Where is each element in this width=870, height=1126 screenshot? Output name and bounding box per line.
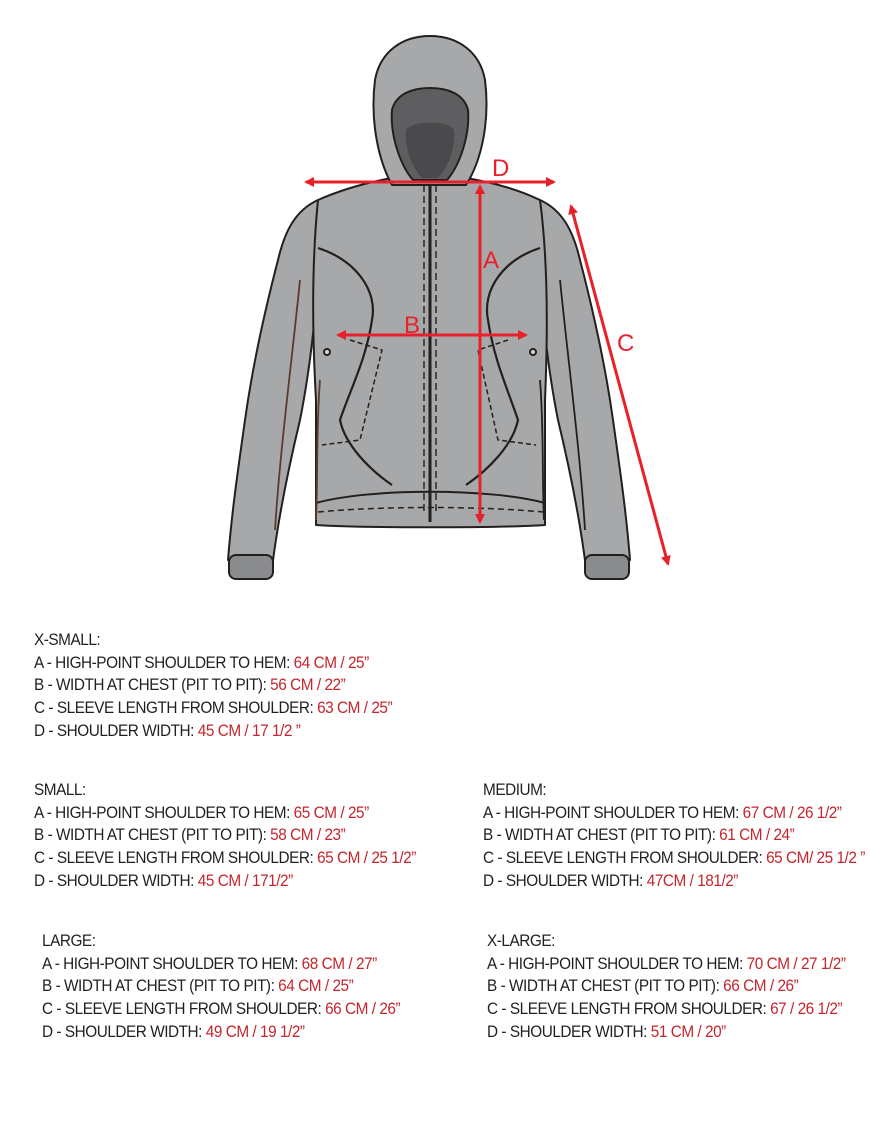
measurement-value: 64 CM / 25”: [278, 977, 354, 996]
measurement-value: 70 CM / 27 1/2”: [746, 954, 846, 973]
measurement-value: 65 CM / 25 1/2”: [317, 849, 416, 868]
measurement-row-c: [487, 998, 845, 1021]
measurement-row-b: [483, 824, 865, 847]
measurement-row-b: [34, 674, 392, 697]
measurement-row-d: [483, 870, 865, 893]
left-sleeve: [228, 200, 318, 568]
measurement-label: A - HIGH-POINT SHOULDER TO HEM:: [483, 803, 743, 822]
size-block-small: [34, 779, 416, 893]
right-cuff: [585, 555, 629, 579]
measurement-row-c: [34, 847, 416, 870]
measurement-value: 49 CM / 19 1/2”: [205, 1022, 305, 1041]
measurement-row-a: [34, 652, 392, 675]
measurement-row-d: [34, 870, 416, 893]
measurement-label: C - SLEEVE LENGTH FROM SHOULDER:: [34, 849, 318, 868]
measurement-label: C - SLEEVE LENGTH FROM SHOULDER:: [34, 699, 318, 718]
measurement-label: B - WIDTH AT CHEST (PIT TO PIT):: [42, 977, 279, 996]
measurement-label: B - WIDTH AT CHEST (PIT TO PIT):: [34, 676, 271, 695]
size-title: SMALL:: [34, 781, 86, 799]
measurement-value: 61 CM / 24”: [719, 826, 795, 845]
left-cuff: [229, 555, 273, 579]
measurement-value: 45 CM / 171/2”: [197, 871, 293, 890]
measurement-row-a: [34, 802, 416, 825]
size-block-xsmall: [34, 629, 392, 743]
measurement-label: D - SHOULDER WIDTH:: [483, 871, 647, 890]
label-a: A: [483, 247, 500, 274]
measurement-value: 47CM / 181/2”: [646, 871, 738, 890]
measurement-label: C - SLEEVE LENGTH FROM SHOULDER:: [483, 849, 767, 868]
measurement-value: 67 CM / 26 1/2”: [742, 803, 842, 822]
measurement-value: 45 CM / 17 1/2 ”: [197, 721, 301, 740]
measurement-label: C - SLEEVE LENGTH FROM SHOULDER:: [487, 1000, 771, 1019]
measurement-value: 65 CM / 25”: [293, 803, 369, 822]
measurement-label: B - WIDTH AT CHEST (PIT TO PIT):: [34, 826, 271, 845]
measurement-row-c: [483, 847, 865, 870]
right-snap: [530, 349, 536, 355]
measurement-row-c: [42, 998, 400, 1021]
label-b: B: [404, 312, 421, 339]
size-block-large: [42, 930, 400, 1044]
size-title: MEDIUM:: [483, 781, 547, 799]
measurement-row-b: [34, 824, 416, 847]
measurement-row-b: [487, 975, 845, 998]
measurement-label: A - HIGH-POINT SHOULDER TO HEM:: [487, 954, 747, 973]
jacket-illustration: [228, 36, 630, 579]
size-title: X-SMALL:: [34, 631, 101, 649]
measurement-row-a: [42, 953, 400, 976]
measurement-value: 56 CM / 22”: [270, 676, 346, 695]
size-title: LARGE:: [42, 932, 96, 950]
measurement-value: 68 CM / 27”: [301, 954, 377, 973]
label-d: D: [492, 155, 510, 182]
measurement-label: A - HIGH-POINT SHOULDER TO HEM:: [34, 803, 294, 822]
measurement-value: 65 CM/ 25 1/2 ”: [766, 849, 865, 868]
measurement-value: 66 CM / 26”: [723, 977, 799, 996]
measurement-label: B - WIDTH AT CHEST (PIT TO PIT):: [487, 977, 724, 996]
measurement-label: A - HIGH-POINT SHOULDER TO HEM:: [42, 954, 302, 973]
measurement-row-a: [483, 802, 865, 825]
measurement-label: D - SHOULDER WIDTH:: [487, 1022, 651, 1041]
left-snap: [324, 349, 330, 355]
measurement-value: 67 / 26 1/2”: [770, 1000, 843, 1019]
measurement-value: 64 CM / 25”: [293, 653, 369, 672]
size-block-xlarge: [487, 930, 845, 1044]
measurement-label: C - SLEEVE LENGTH FROM SHOULDER:: [42, 1000, 326, 1019]
size-title: X-LARGE:: [487, 932, 555, 950]
label-c: C: [617, 330, 635, 357]
measurement-value: 58 CM / 23”: [270, 826, 346, 845]
measurement-row-b: [42, 975, 400, 998]
measurement-value: 66 CM / 26”: [325, 1000, 401, 1019]
measurement-value: 63 CM / 25”: [317, 699, 393, 718]
measurement-row-d: [34, 720, 392, 743]
measurement-label: D - SHOULDER WIDTH:: [34, 721, 198, 740]
size-block-medium: [483, 779, 865, 893]
measurement-value: 51 CM / 20”: [650, 1022, 726, 1041]
measurement-label: D - SHOULDER WIDTH:: [42, 1022, 206, 1041]
measurement-row-d: [42, 1021, 400, 1044]
measurement-label: B - WIDTH AT CHEST (PIT TO PIT):: [483, 826, 720, 845]
measurement-row-d: [487, 1021, 845, 1044]
measurement-label: A - HIGH-POINT SHOULDER TO HEM:: [34, 653, 294, 672]
measurement-row-a: [487, 953, 845, 976]
measurement-row-c: [34, 697, 392, 720]
measurement-label: D - SHOULDER WIDTH:: [34, 871, 198, 890]
